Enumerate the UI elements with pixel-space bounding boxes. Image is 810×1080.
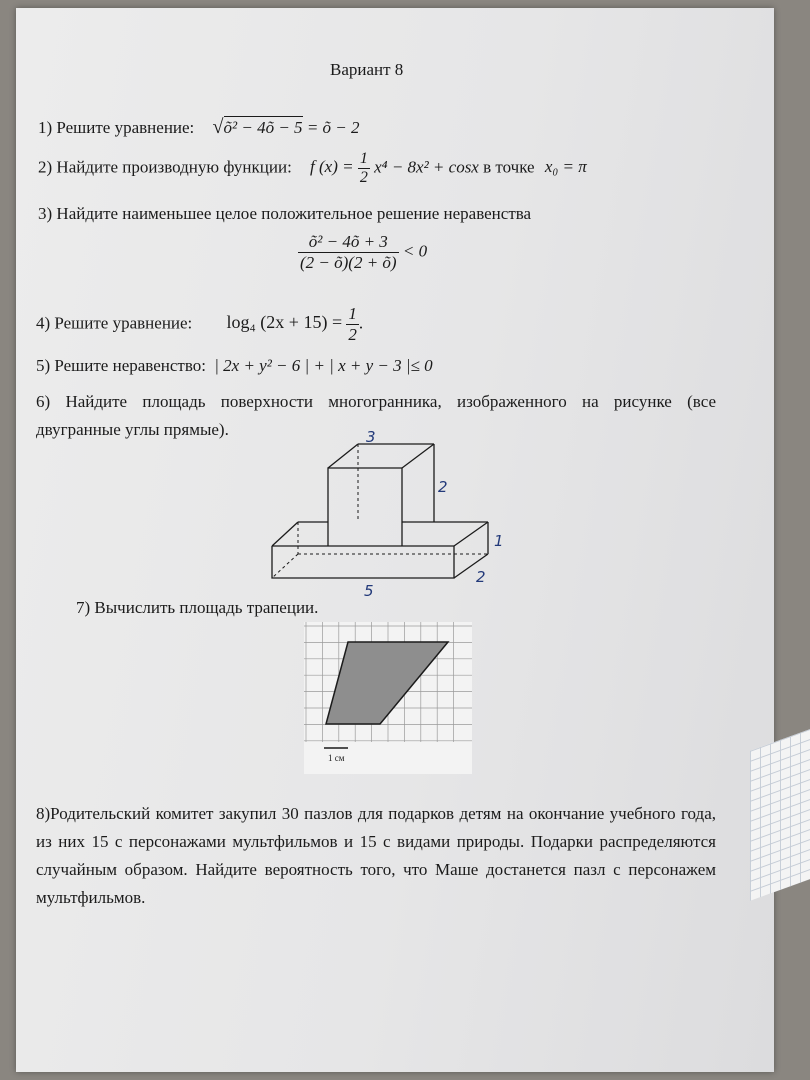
q2-den: 2 [359,169,368,186]
q2-rest: x⁴ − 8x² + cosx [374,157,479,177]
q2-fraction [358,150,370,187]
polyhedron-figure [268,438,498,598]
q4-fraction [346,304,359,345]
q1-rhs: = õ − 2 [306,118,360,137]
q2-at: в точке [483,157,535,177]
question-3-label: 3) Найдите наименьшее целое положительное решение неравенства [38,204,532,223]
dim-slab-height: 1 [494,532,504,550]
q1-label: 1) Решите уравнение: [38,118,195,137]
q5-label: 5) Решите неравенство: [36,356,206,375]
dim-top: 3 [366,428,376,446]
q2-label: 2) Найдите производную функции: [38,157,292,177]
dim-depth: 2 [476,568,486,586]
question-8-text: 8)Родительский комитет закупил 30 пазлов для подарков детям на окончание учебного года, из них 15 с персонажами мультфильмов и 15 с видами природы. Подарки распределяются случайным образом. Найдите вероятность того, что Маше достанется пазл с персонажем мультфильмов. [36,804,716,907]
q2-x0: x₀ = π [544,157,587,177]
question-2 [38,150,587,187]
trapezoid-grid-figure [304,622,472,774]
grid-paper-corner [750,729,810,901]
variant-title: Вариант 8 [330,60,404,79]
scale-label: 1 см [328,753,345,763]
q3-num: õ² − 4õ + 3 [298,232,399,253]
q4-den: 2 [348,325,357,344]
q3-fraction [298,232,399,273]
q4-end: . [358,313,364,333]
q4-log: log₄ (2x + 15) = [226,312,343,333]
question-7-label: 7) Вычислить площадь трапеции. [76,598,319,617]
dim-length: 5 [364,582,374,600]
question-1: 1) Решите уравнение: √õ² − 4õ − 5 = õ − 2 [38,116,360,138]
question-4 [36,304,363,345]
q2-function: f (x) = [310,157,354,177]
q1-radicand: õ² − 4õ − 5 [223,118,303,137]
q4-label: 4) Решите уравнение: [36,313,193,333]
q4-num: 1 [348,304,357,323]
q5-expr: | 2x + y² − 6 | + | x + y − 3 |≤ 0 [214,356,433,375]
dim-tower-height: 2 [438,478,448,496]
q3-den: (2 − õ)(2 + õ) [300,253,397,272]
question-6-text: 6) Найдите площадь поверхности многогранника, изображенного на рисунке (все двугранные углы прямые). [36,392,716,439]
q3-rel: < 0 [402,241,428,261]
q2-num: 1 [359,150,368,167]
question-5 [36,356,433,376]
question-3-inequality [298,232,427,273]
